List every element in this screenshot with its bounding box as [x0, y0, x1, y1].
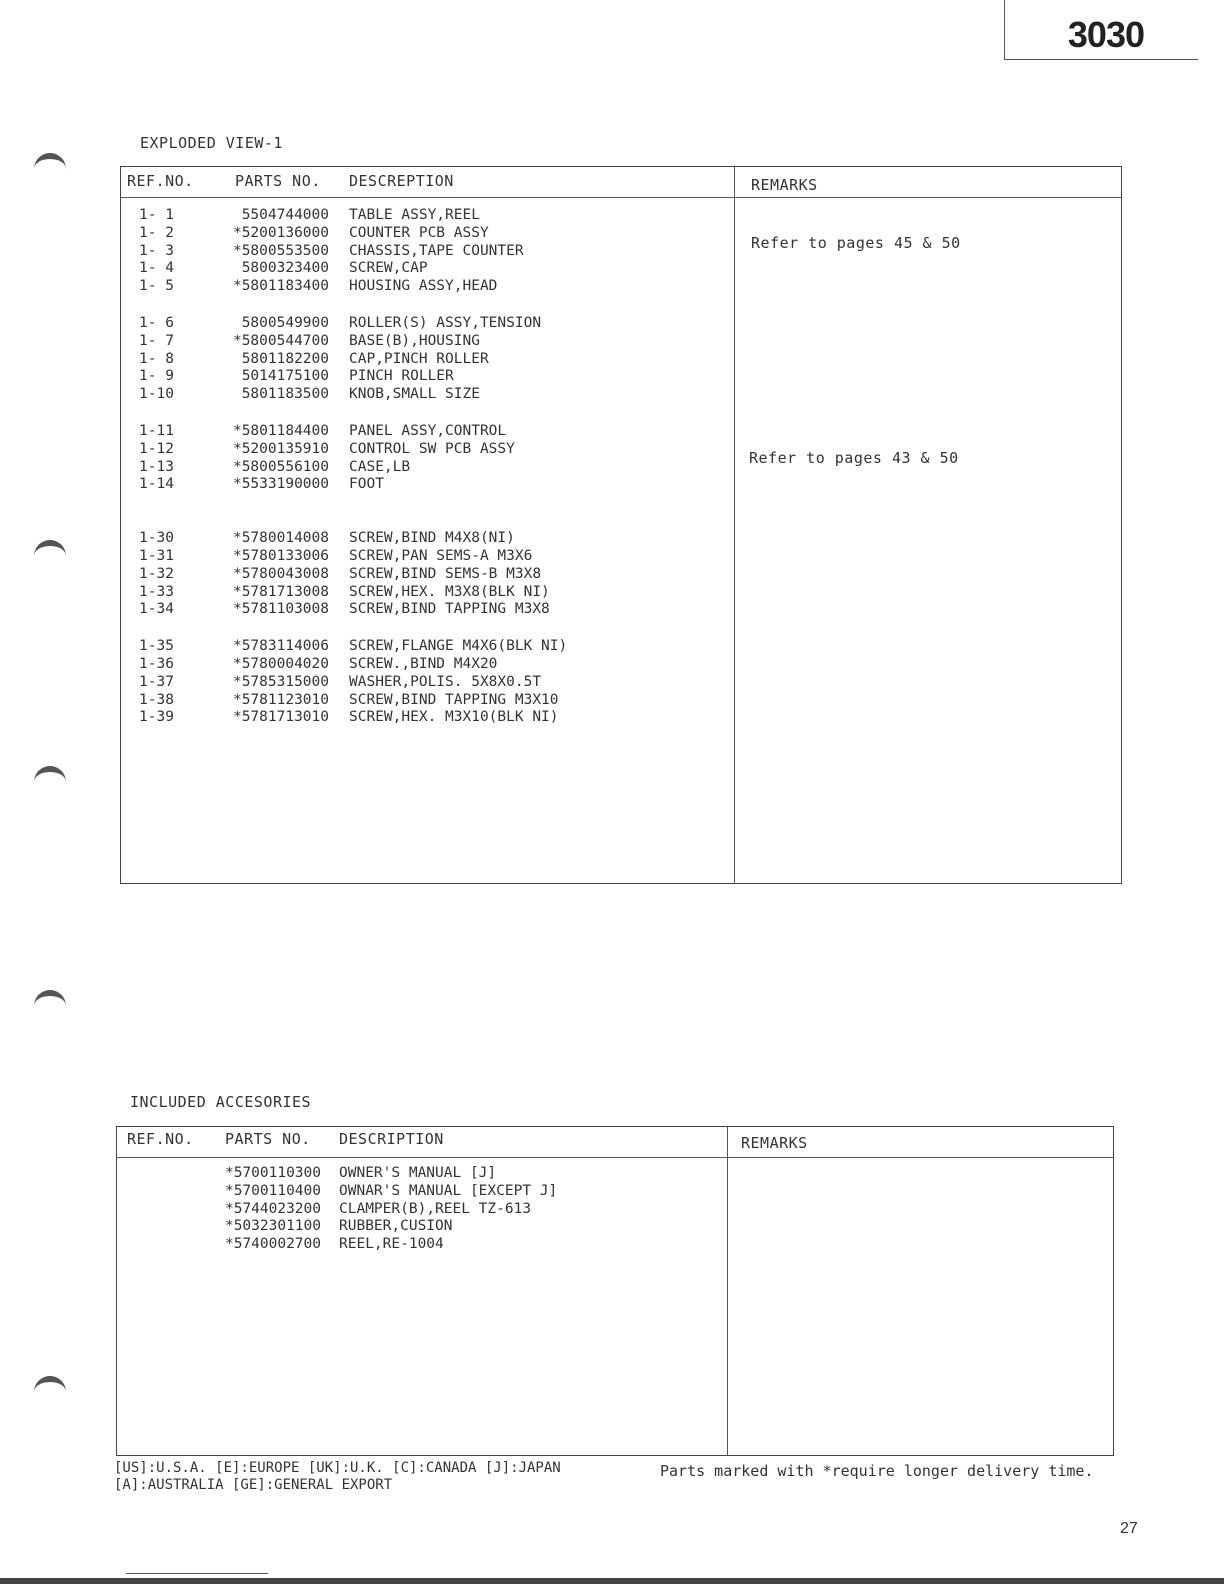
remarks-header: REMARKS — [751, 176, 818, 194]
ref-no-header: REF.NO. — [127, 1130, 194, 1148]
table-row: 1-35 *5783114006 SCREW,FLANGE M4X6(BLK NI) — [139, 638, 568, 655]
header-divider — [121, 197, 1121, 198]
table-row: 1-37 *5785315000 WASHER,POLIS. 5X8X0.5T — [139, 673, 542, 690]
region-legend-line: [A]:AUSTRALIA [GE]:GENERAL EXPORT — [114, 1477, 393, 1493]
page-number: 27 — [1120, 1520, 1138, 1537]
table-row: *5740002700 REEL,RE-1004 — [224, 1236, 444, 1253]
accessories-list — [131, 1165, 711, 1254]
table-row: 1-31 *5780133006 SCREW,PAN SEMS-A M3X6 — [139, 547, 533, 564]
remark-text: Refer to pages 43 & 50 — [749, 449, 959, 467]
description-header: DESCRIPTION — [339, 1130, 444, 1148]
description-header: DESCREPTION — [349, 172, 454, 190]
table-row: 1- 6 5800549900 ROLLER(S) ASSY,TENSION — [139, 314, 542, 331]
remark-text: Refer to pages 45 & 50 — [751, 234, 961, 252]
table-row: *5744023200 CLAMPER(B),REEL TZ-613 — [224, 1200, 532, 1217]
table-row: 1- 8 5801182200 CAP,PINCH ROLLER — [139, 350, 489, 367]
remarks-header: REMARKS — [741, 1134, 808, 1152]
table-row: 1-30 *5780014008 SCREW,BIND M4X8(NI) — [139, 530, 515, 547]
model-number: 3030 — [1067, 14, 1144, 55]
delivery-notice: Parts marked with *require longer delivery time. — [660, 1462, 1094, 1480]
table-row: 1- 3 *5800553500 CHASSIS,TAPE COUNTER — [139, 242, 524, 259]
table-row: 1-38 *5781123010 SCREW,BIND TAPPING M3X10 — [139, 691, 559, 708]
parts-no-header: PARTS NO. — [235, 172, 321, 190]
binder-hole-mark — [34, 540, 66, 562]
accessories-title: INCLUDED ACCESORIES — [130, 1093, 312, 1111]
binder-hole-mark — [34, 1376, 66, 1398]
binder-hole-mark — [34, 153, 66, 175]
header-divider — [117, 1157, 1113, 1158]
table-row: *5700110400 OWNAR'S MANUAL [EXCEPT J] — [224, 1182, 558, 1199]
parts-no-header: PARTS NO. — [225, 1130, 311, 1148]
model-number-box — [1004, 0, 1198, 60]
accessories-table — [116, 1126, 1114, 1456]
binder-hole-mark — [34, 990, 66, 1012]
region-legend-line: [US]:U.S.A. [E]:EUROPE [UK]:U.K. [C]:CANADA [J]:JAPAN — [114, 1460, 561, 1476]
bottom-edge-rule — [0, 1578, 1224, 1584]
table-row: 1-11 *5801184400 PANEL ASSY,CONTROL — [139, 422, 507, 439]
table-row: 1-36 *5780004020 SCREW.,BIND M4X20 — [139, 655, 498, 672]
table-row: 1- 2 *5200136000 COUNTER PCB ASSY — [139, 224, 489, 241]
ref-no-header: REF.NO. — [127, 172, 194, 190]
exploded-view-table — [120, 166, 1122, 884]
table-row: 1-39 *5781713010 SCREW,HEX. M3X10(BLK NI) — [139, 709, 559, 726]
remarks-column-divider — [727, 1127, 728, 1455]
exploded-view-title: EXPLODED VIEW-1 — [140, 134, 283, 152]
table-row: 1-33 *5781713008 SCREW,HEX. M3X8(BLK NI) — [139, 583, 550, 600]
table-row: *5032301100 RUBBER,CUSION — [224, 1218, 453, 1235]
table-row: 1- 7 *5800544700 BASE(B),HOUSING — [139, 332, 480, 349]
table-row: 1-10 5801183500 KNOB,SMALL SIZE — [139, 386, 480, 403]
table-row: 1-32 *5780043008 SCREW,BIND SEMS-B M3X8 — [139, 565, 542, 582]
parts-list — [139, 207, 719, 727]
table-row: 1-34 *5781103008 SCREW,BIND TAPPING M3X8 — [139, 601, 550, 618]
table-row: 1-14 *5533190000 FOOT — [139, 476, 384, 493]
table-row: 1- 5 *5801183400 HOUSING ASSY,HEAD — [139, 278, 498, 295]
table-row: 1-13 *5800556100 CASE,LB — [139, 458, 411, 475]
table-row: *5700110300 OWNER'S MANUAL [J] — [224, 1165, 497, 1181]
footer-rule — [126, 1573, 268, 1574]
region-legend — [114, 1460, 561, 1494]
table-row: 1- 4 5800323400 SCREW,CAP — [139, 260, 428, 277]
table-row: 1- 1 5504744000 TABLE ASSY,REEL — [139, 207, 480, 223]
binder-hole-mark — [34, 766, 66, 788]
table-row: 1- 9 5014175100 PINCH ROLLER — [139, 368, 454, 385]
remarks-column-divider — [734, 167, 735, 883]
table-row: 1-12 *5200135910 CONTROL SW PCB ASSY — [139, 440, 515, 457]
